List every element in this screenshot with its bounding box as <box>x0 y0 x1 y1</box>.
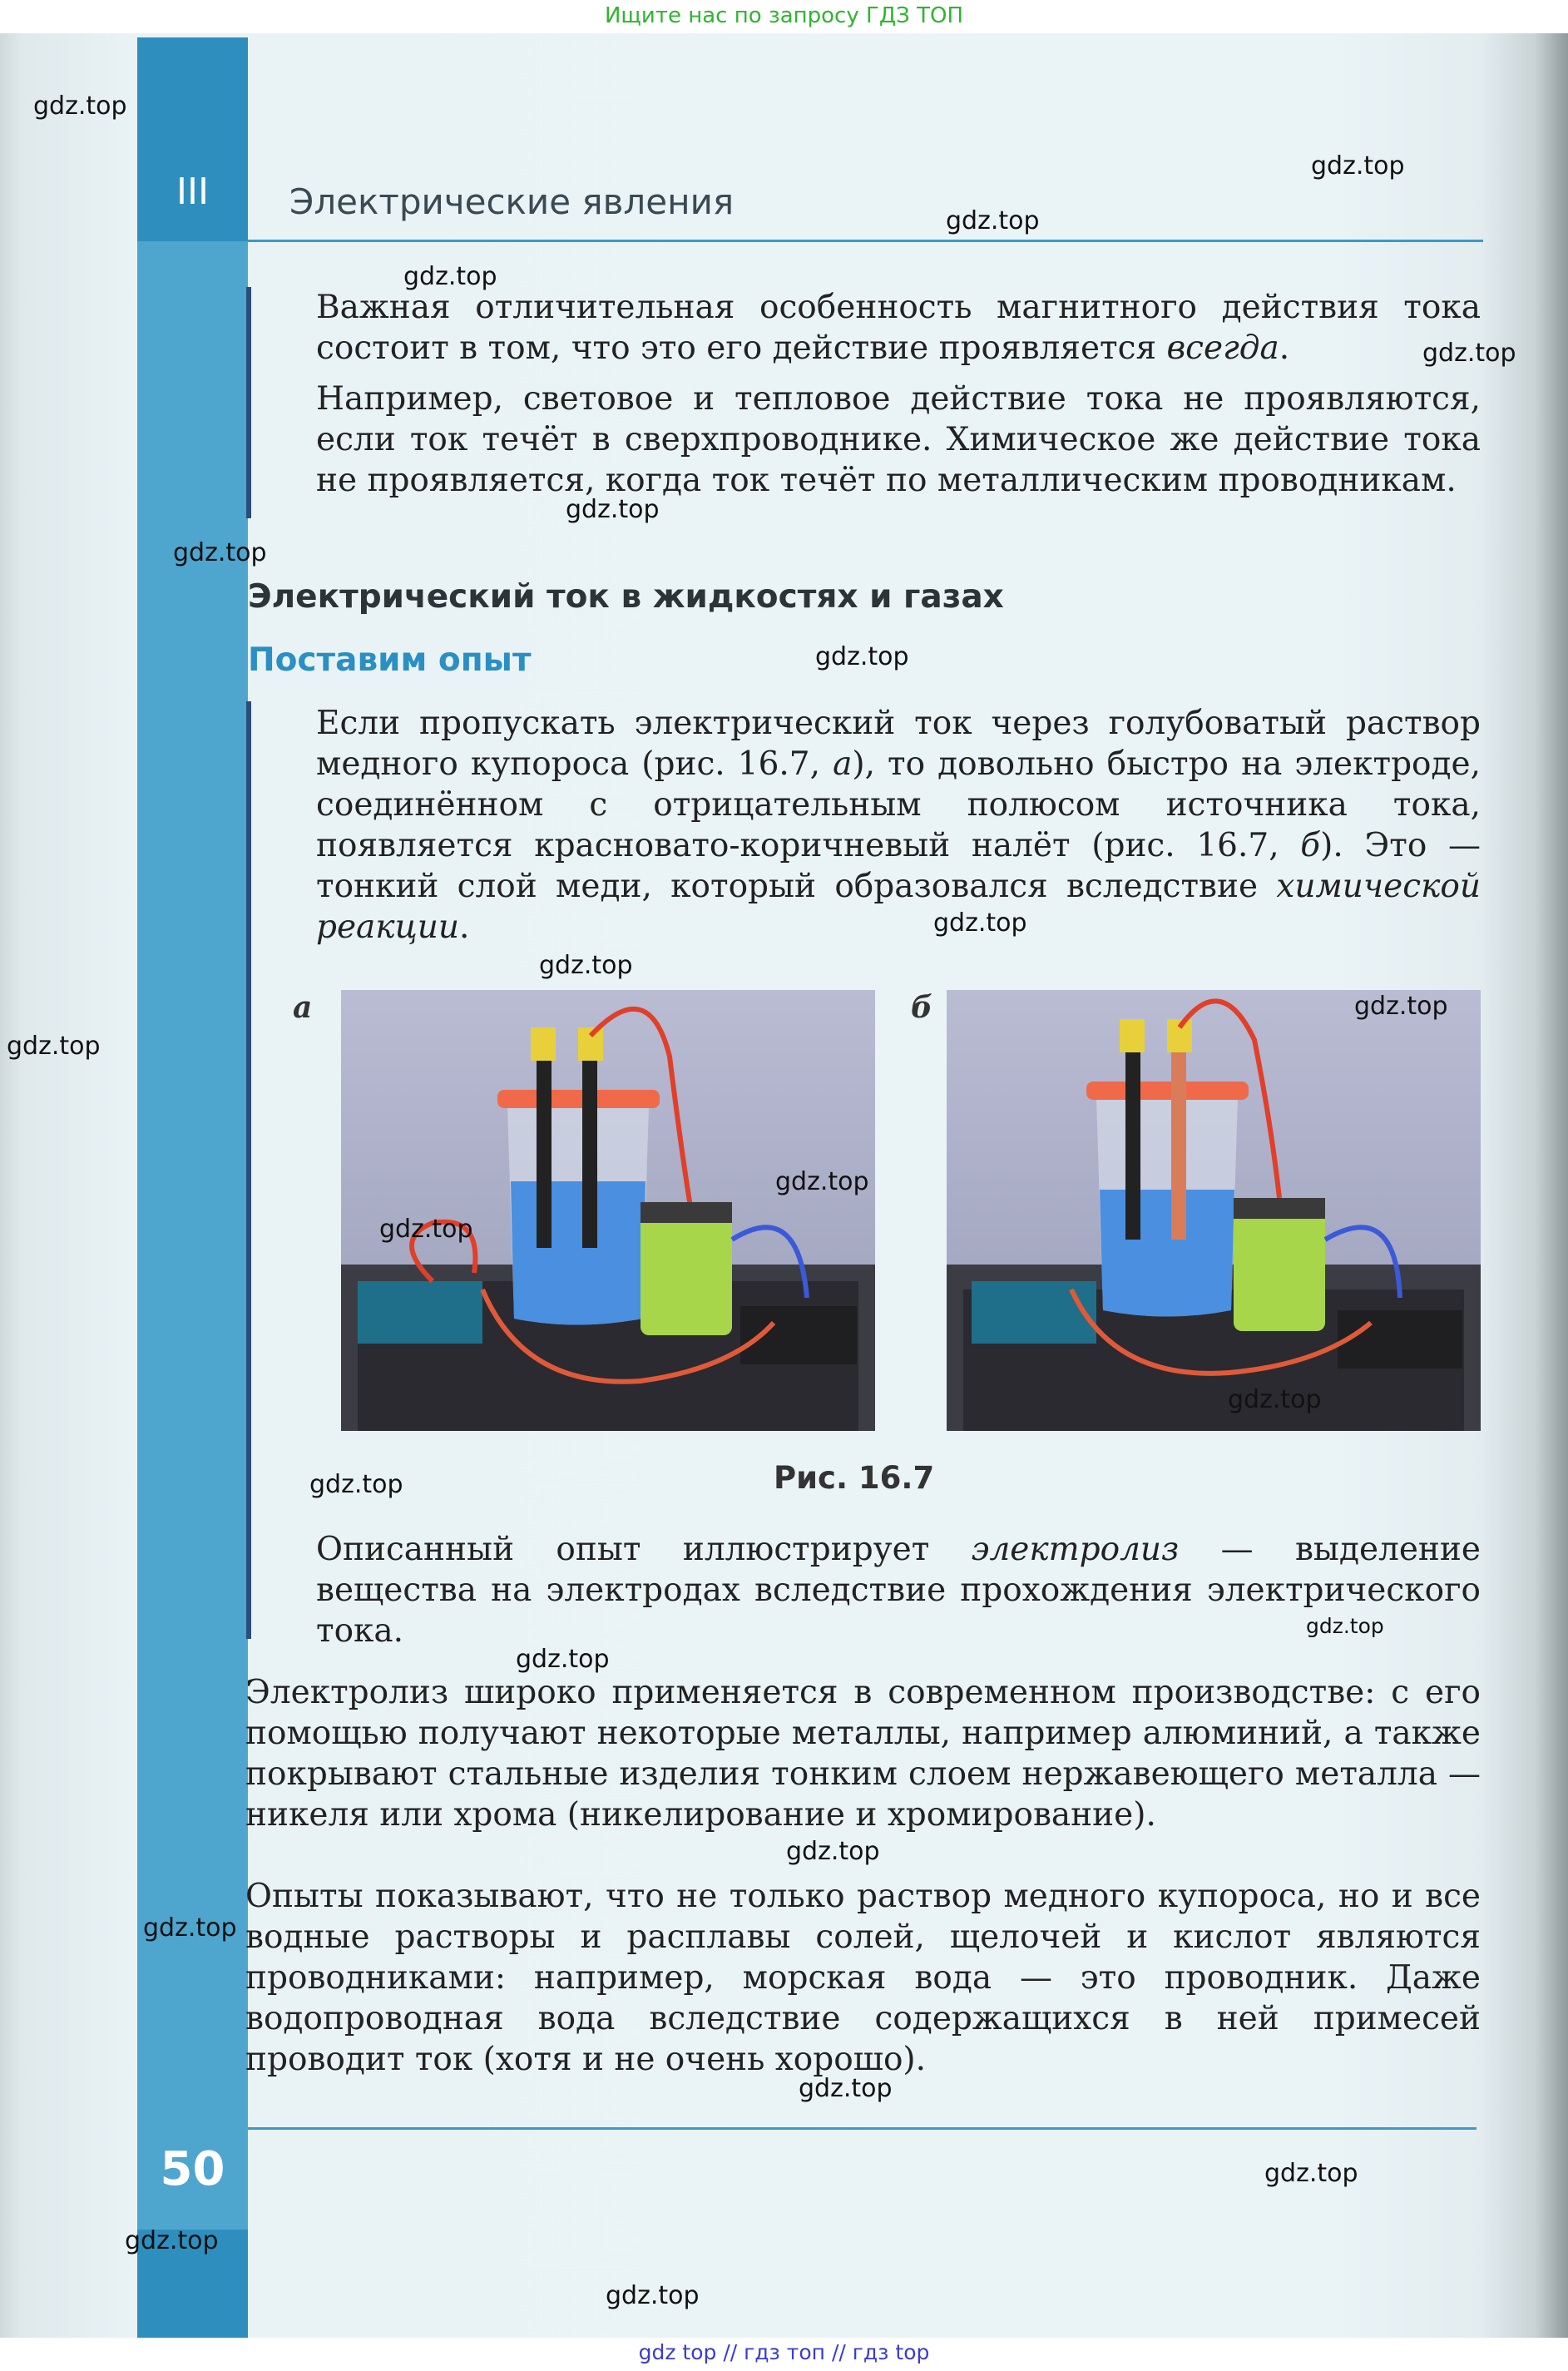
watermark: gdz.top <box>379 1215 473 1244</box>
watermark: gdz.top <box>1422 339 1516 368</box>
page-number: 50 <box>160 2142 225 2196</box>
watermark: gdz.top <box>1264 2159 1358 2188</box>
watermark: gdz.top <box>815 642 909 671</box>
photo-electrolysis-b <box>947 990 1481 1431</box>
watermark: gdz.top <box>33 92 127 121</box>
watermark: gdz.top <box>539 951 633 980</box>
watermark: gdz.top <box>403 262 497 291</box>
paragraph-electrolysis-definition: Описанный опыт иллюстрирует электролиз — выделение вещества на электродах вследствие прохождения электрического тока. <box>316 1531 1481 1650</box>
watermark: gdz.top <box>786 1837 880 1866</box>
watermark: gdz.top <box>775 1167 869 1196</box>
paragraph-magnetic-action: Важная отличительная особенность магнитного действия тока состоит в том, что это его действие проявляется всегда. <box>316 289 1481 367</box>
section-heading: Электрический ток в жидкостях и газах <box>248 578 1004 616</box>
top-banner: Ищите нас по запросу ГДЗ ТОП <box>604 3 964 28</box>
watermark: gdz.top <box>1354 992 1448 1021</box>
paragraph-example: Например, световое и тепловое действие тока не проявляются, если ток течёт в сверхпроводнике. Химическое же действие тока не проявляется, когда ток течёт по металлическим проводникам. <box>316 380 1481 499</box>
watermark: gdz.top <box>125 2226 219 2255</box>
paragraph-conductors: Опыты показывают, что не только раствор медного купороса, но и все водные растворы и расплавы солей, щелочей и кислот являются проводниками: например, морская вода — это проводник. Даже водопроводная вода вследствие содержащихся в ней примесей проводит ток (хотя и не очень хорошо). <box>245 1878 1481 2078</box>
margin-bar <box>246 287 251 518</box>
paragraph-electrolysis-uses: Электролиз широко применяется в современном производстве: с его помощью получают некоторые металлы, например алюминий, а также покрывают стальные изделия тонким слоем нержавеющего металла — никеля или хрома (никелирование и хромирование). <box>245 1674 1481 1834</box>
watermark: gdz.top <box>7 1032 101 1061</box>
watermark: gdz.top <box>566 495 660 524</box>
paragraph-experiment: Если пропускать электрический ток через голубоватый раствор медного купороса (рис. 16.7, а), то довольно быстро на электроде, соединённом с отрицательным полюсом источника тока, появляется красновато-коричневый налёт (рис. 16.7, б). Это — тонкий слой меди, который образовался вследствие химической реакции. <box>316 705 1481 946</box>
figure-caption: Рис. 16.7 <box>774 1460 935 1496</box>
figure-label-a: а <box>293 990 313 1025</box>
figure-label-b: б <box>911 990 932 1025</box>
watermark: gdz.top <box>1306 1614 1384 1638</box>
watermark: gdz.top <box>516 1645 610 1674</box>
watermark: gdz.top <box>799 2074 893 2103</box>
watermark: gdz.top <box>143 1913 237 1943</box>
photo-electrolysis-a <box>341 990 875 1431</box>
header-rule <box>248 240 1483 242</box>
footer-rule <box>248 2127 1476 2130</box>
bottom-banner: gdz top // гдз топ // гдз top <box>638 2340 930 2364</box>
watermark: gdz.top <box>1228 1385 1322 1414</box>
margin-bar <box>246 701 251 1639</box>
watermark: gdz.top <box>173 538 267 567</box>
subheading-experiment: Поставим опыт <box>248 641 532 679</box>
watermark: gdz.top <box>946 206 1040 235</box>
watermark: gdz.top <box>933 908 1027 938</box>
watermark: gdz.top <box>606 2281 700 2310</box>
watermark: gdz.top <box>1311 151 1405 181</box>
running-title: Электрические явления <box>289 181 735 222</box>
watermark: gdz.top <box>309 1470 403 1499</box>
chapter-number: III <box>176 171 209 213</box>
